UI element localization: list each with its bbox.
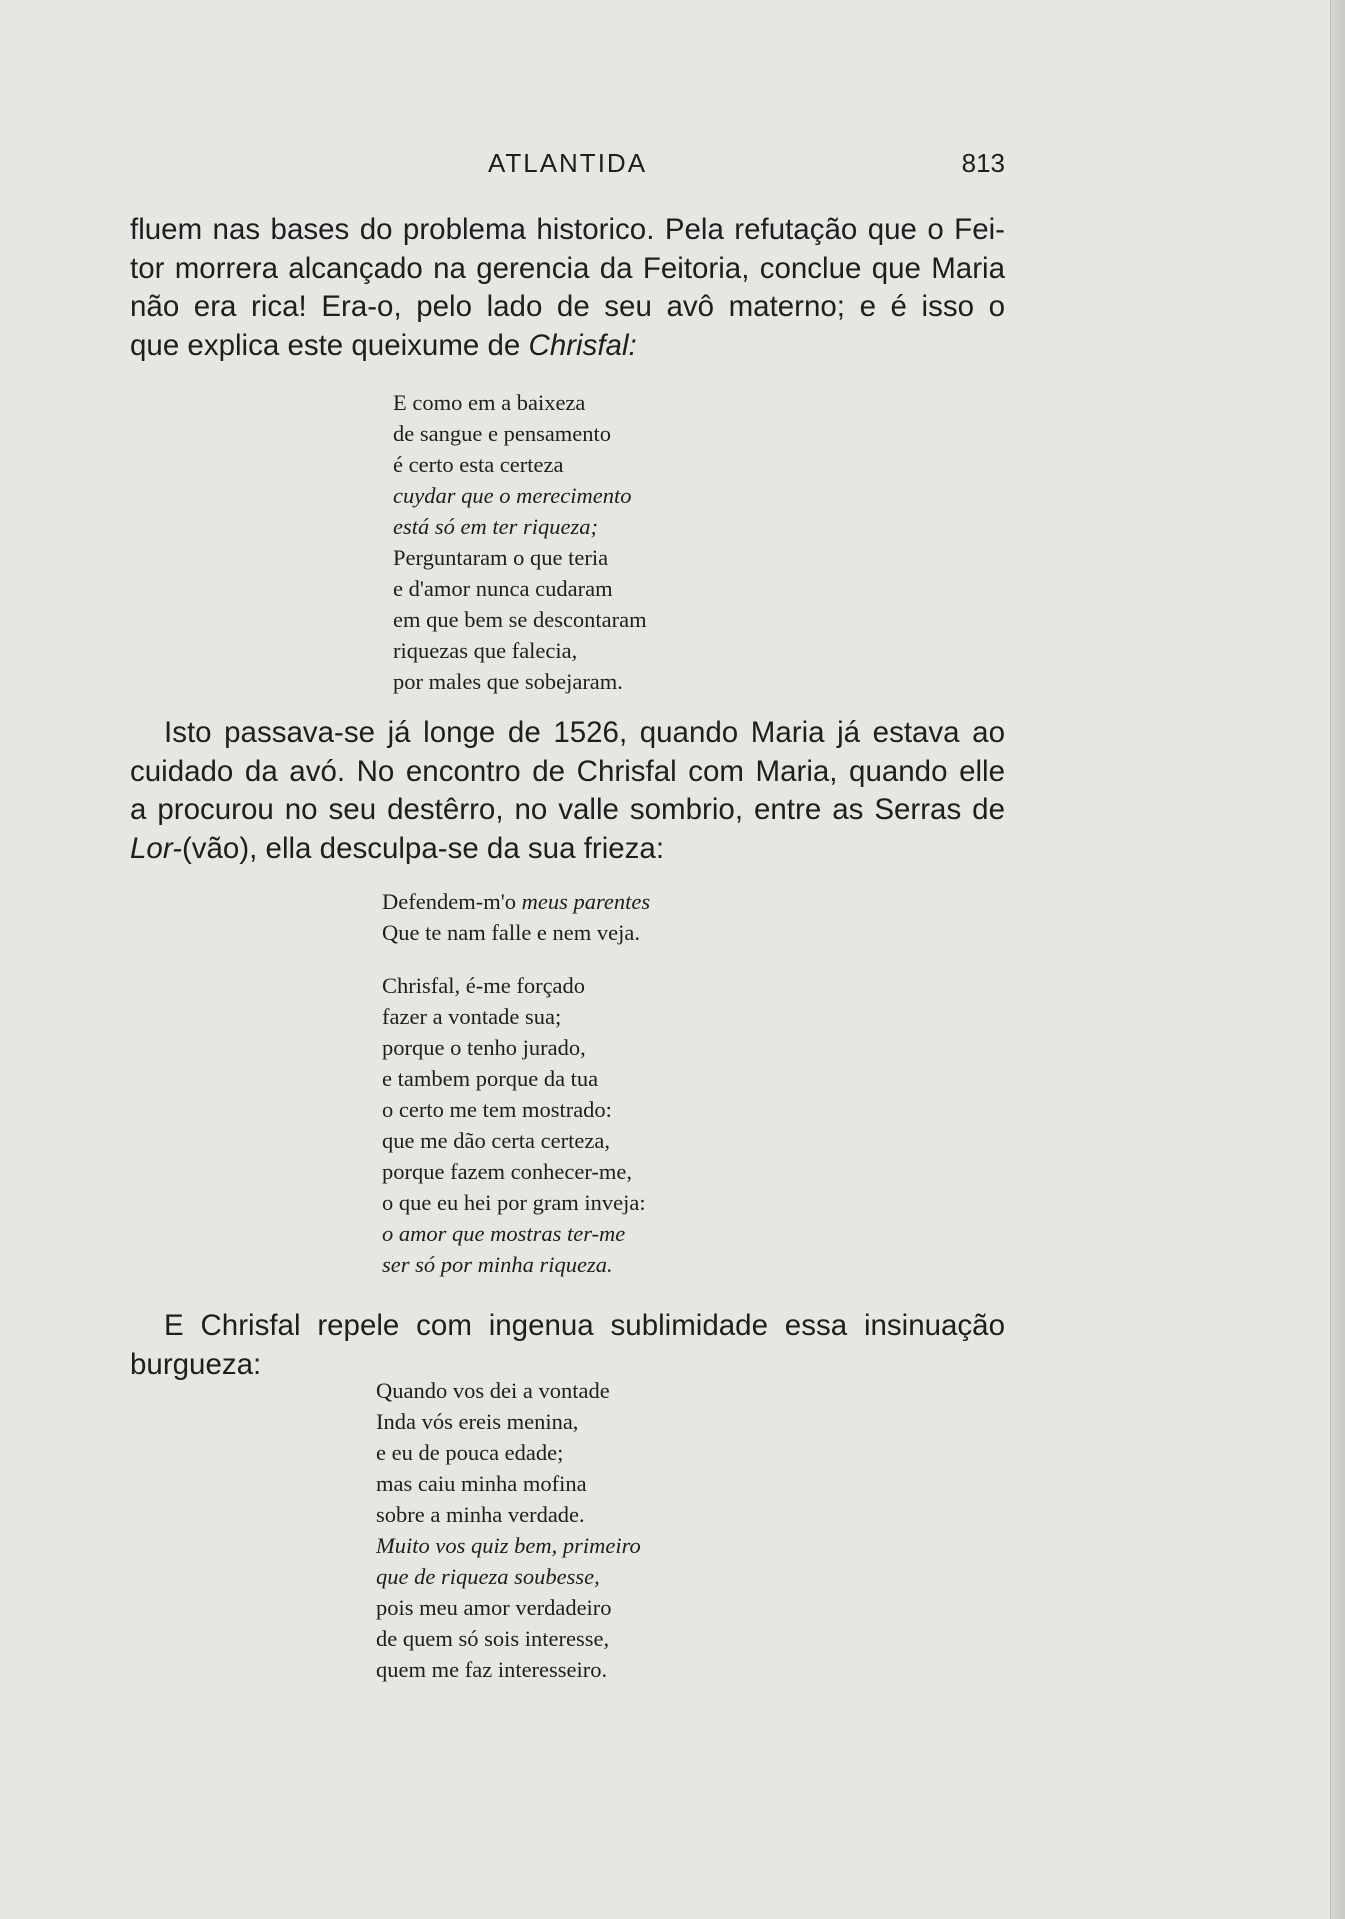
paragraph-line: cuidado da avó. No encontro de Chrisfal com Maria, quando elle	[130, 754, 1005, 788]
paragraph-line	[130, 327, 1005, 366]
paragraph-line: burgueza:	[130, 1347, 262, 1381]
verse-line: o amor que mostras ter-me	[382, 1221, 626, 1246]
verse-line: Inda vós ereis menina,	[376, 1409, 579, 1434]
verse-line: porque o tenho jurado,	[382, 1035, 586, 1060]
verse-block-1	[393, 387, 647, 697]
verse-line: porque fazem conhecer-me,	[382, 1159, 633, 1184]
verse-line: e eu de pouca edade;	[376, 1440, 564, 1465]
running-header	[130, 148, 1005, 188]
verse-line: por males que sobejaram.	[393, 669, 623, 694]
verse-block-3	[376, 1375, 641, 1685]
verse-line: Perguntaram o que teria	[393, 545, 609, 570]
verse-text: Defendem-m'o	[382, 889, 522, 914]
verse-line: sobre a minha verdade.	[376, 1502, 585, 1527]
verse-block-2b	[382, 970, 646, 1280]
verse-block-2a	[382, 886, 650, 948]
verse-line: que de riqueza soubesse,	[376, 1564, 600, 1589]
verse-italic: meus parentes	[521, 889, 651, 914]
verse-line: Chrisfal, é-me forçado	[382, 973, 586, 998]
verse-line: e tambem porque da tua	[382, 1066, 599, 1091]
page-number: 813	[961, 148, 1005, 178]
verse-line: ser só por minha riqueza.	[382, 1252, 613, 1277]
verse-line: de quem só sois interesse,	[376, 1626, 610, 1651]
verse-line: Que te nam falle e nem veja.	[382, 920, 641, 945]
verse-line: Muito vos quiz bem, primeiro	[376, 1533, 641, 1558]
paragraph-line	[130, 830, 1005, 869]
paragraph-text: que explica este queixume de	[130, 328, 529, 362]
verse-line: o que eu hei por gram inveja:	[382, 1190, 646, 1215]
italic-title: Chrisfal:	[528, 328, 637, 362]
italic-word: Lor-	[130, 831, 182, 865]
verse-line: E como em a baixeza	[393, 390, 586, 415]
running-title: ATLANTIDA	[487, 148, 648, 178]
paragraph-line: Isto passava-se já longe de 1526, quando Maria já estava ao	[164, 716, 1005, 749]
paragraph-line: E Chrisfal repele com ingenua sublimidade essa insinuação	[164, 1309, 1005, 1342]
verse-line: riquezas que falecia,	[393, 638, 578, 663]
verse-line: cuydar que o merecimento	[393, 483, 632, 508]
verse-line: é certo esta certeza	[393, 452, 564, 477]
verse-line: fazer a vontade sua;	[382, 1004, 562, 1029]
paragraph-line: a procurou no seu destêrro, no valle sombrio, entre as Serras de	[130, 793, 1005, 826]
paragraph-1	[130, 211, 1005, 365]
verse-line: pois meu amor verdadeiro	[376, 1595, 612, 1620]
paragraph-line: fluem nas bases do problema historico. Pela refutação que o Fei-	[130, 213, 1005, 246]
verse-line: de sangue e pensamento	[393, 421, 612, 446]
paragraph-2	[130, 714, 1005, 868]
verse-line: o certo me tem mostrado:	[382, 1097, 612, 1122]
verse-line: mas caiu minha mofina	[376, 1471, 587, 1496]
verse-line: Quando vos dei a vontade	[376, 1378, 610, 1403]
paragraph-3	[130, 1307, 1005, 1384]
verse-line: quem me faz interesseiro.	[376, 1657, 608, 1682]
verse-line: em que bem se descontaram	[393, 607, 647, 632]
verse-line	[382, 886, 650, 917]
verse-line: e d'amor nunca cudaram	[393, 576, 613, 601]
paragraph-text: (vão), ella desculpa-se da sua frieza:	[181, 831, 665, 865]
paragraph-line: tor morrera alcançado na gerencia da Feitoria, conclue que Maria	[130, 251, 1005, 285]
page-edge	[1330, 0, 1345, 1919]
verse-line: que me dão certa certeza,	[382, 1128, 610, 1153]
paragraph-line: não era rica! Era-o, pelo lado de seu avô materno; e é isso o	[130, 290, 1005, 323]
verse-line: está só em ter riqueza;	[393, 514, 598, 539]
